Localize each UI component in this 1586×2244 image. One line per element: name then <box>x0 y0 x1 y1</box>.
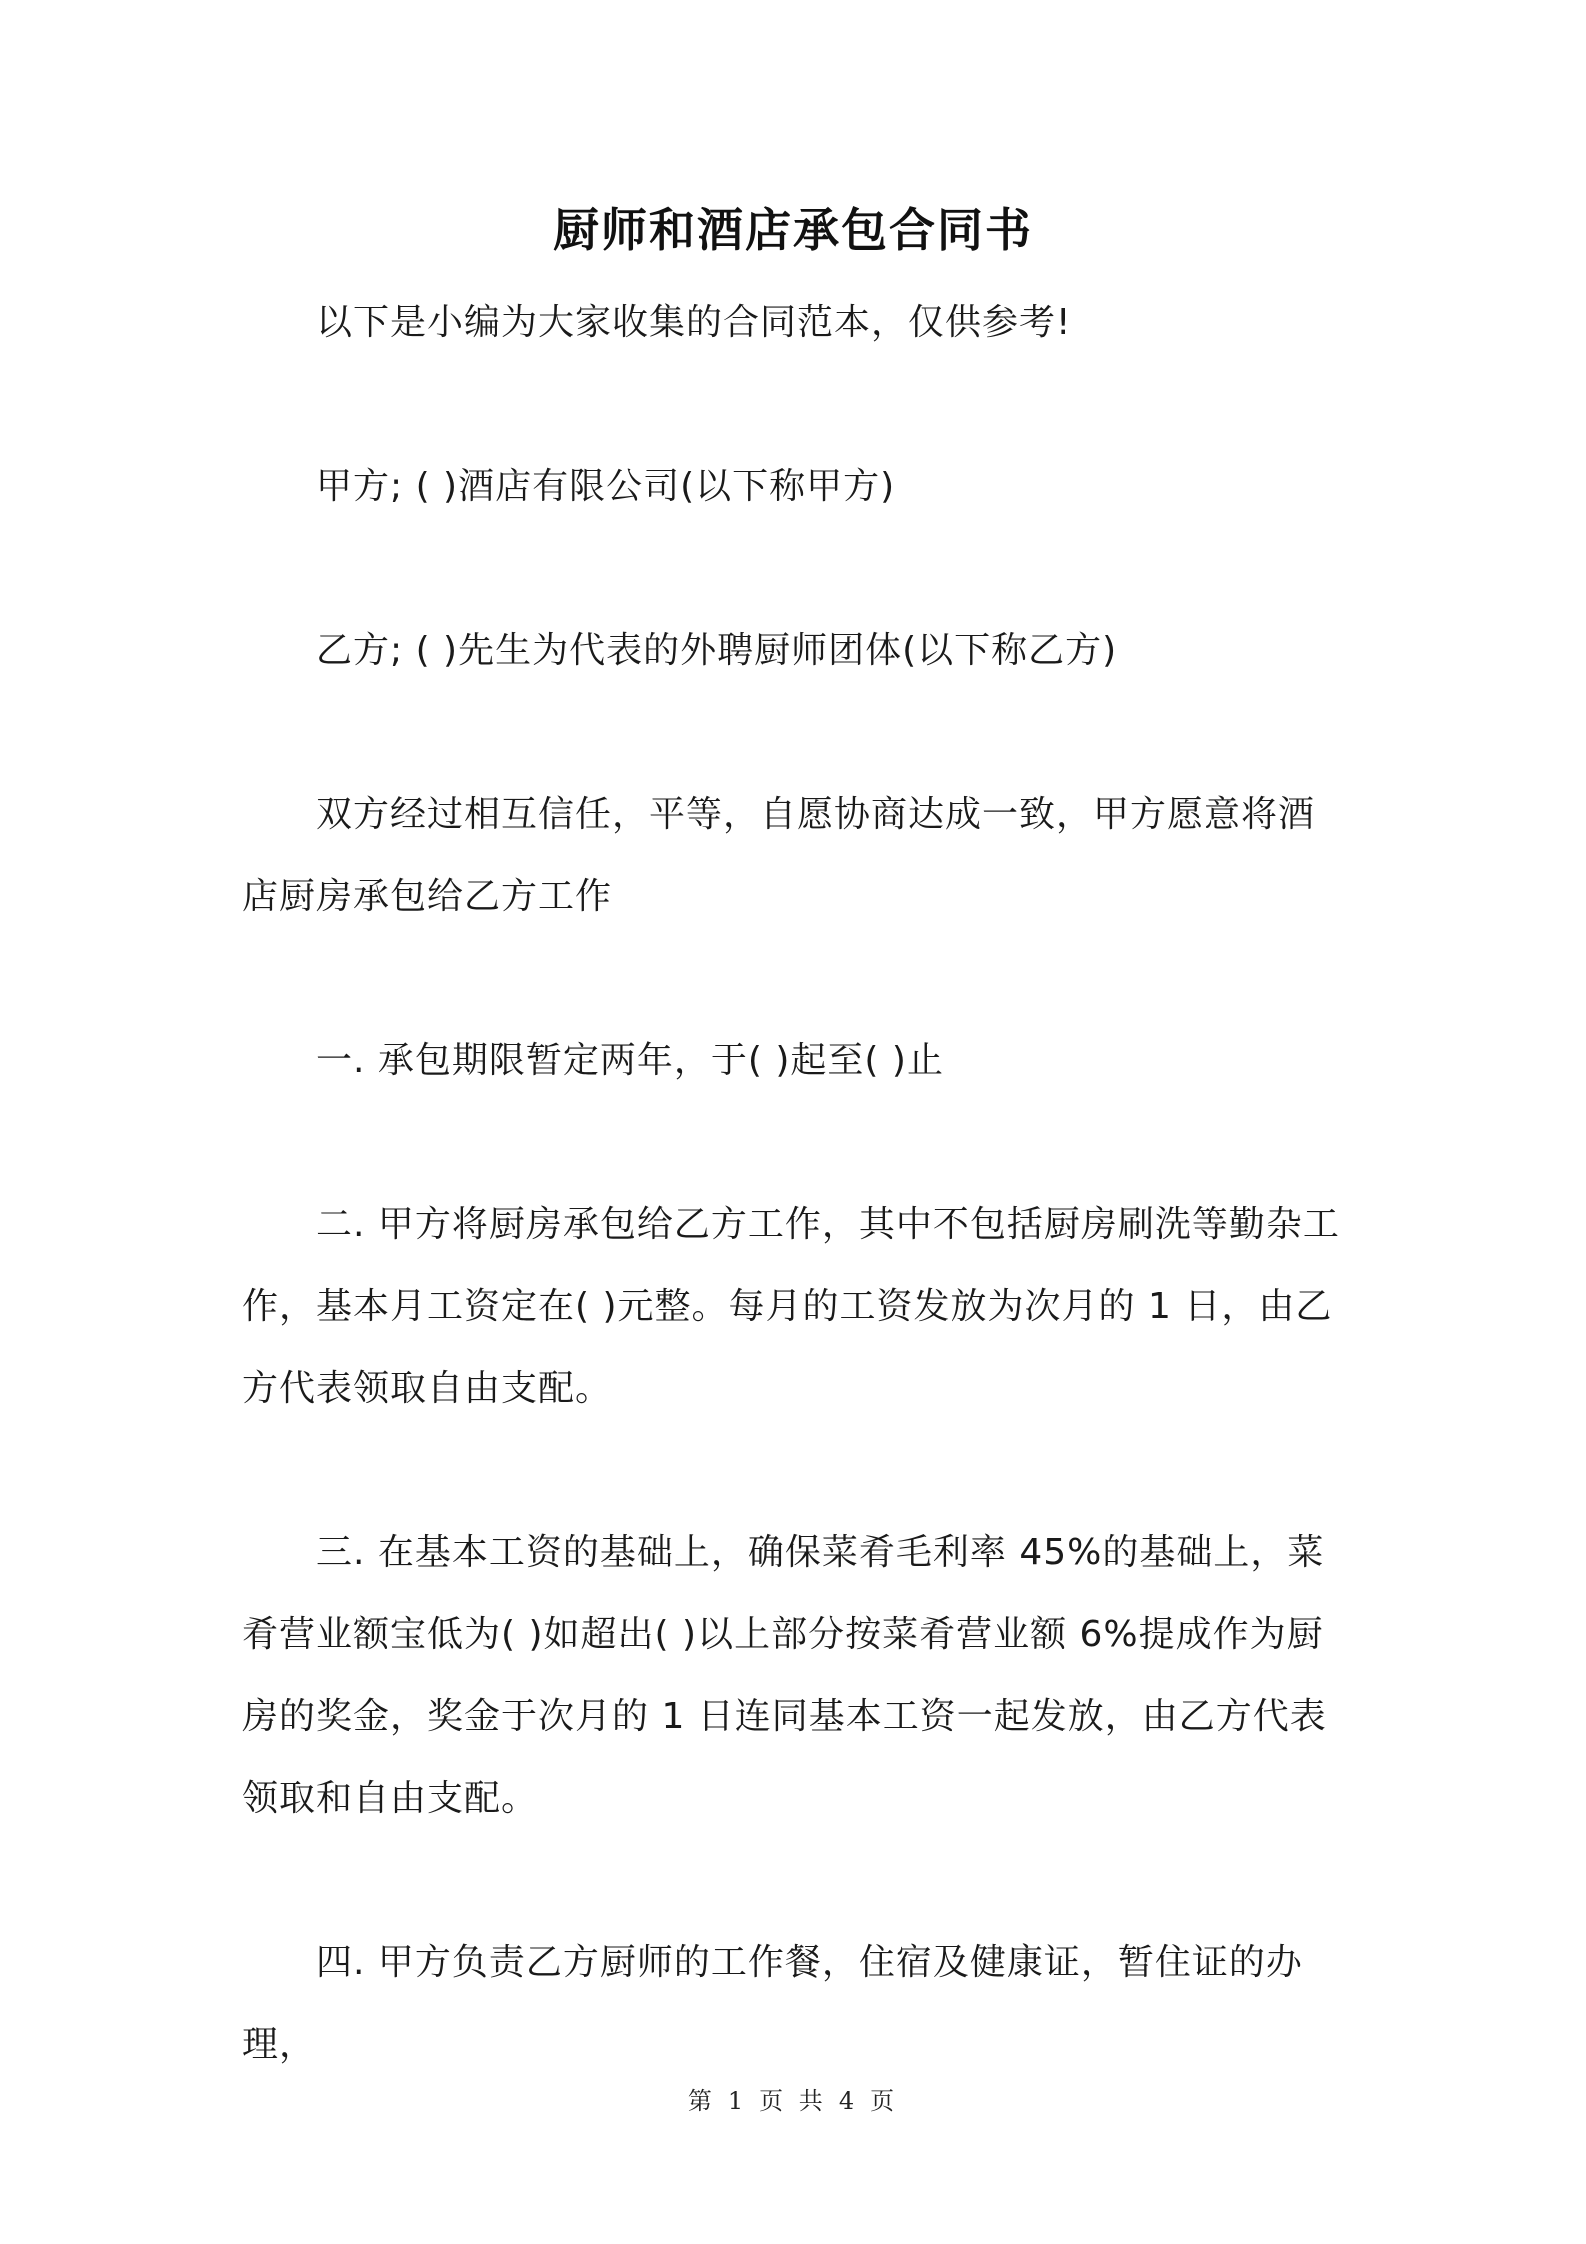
footer-middle: 页 共 <box>759 2087 827 2115</box>
total-pages-number: 4 <box>838 2087 859 2115</box>
footer-suffix: 页 <box>870 2087 899 2115</box>
document-title: 厨师和酒店承包合同书 <box>553 203 1033 257</box>
agreement-paragraph: 双方经过相互信任，平等，自愿协商达成一致，甲方愿意将酒店厨房承包给乙方工作 <box>242 794 1316 917</box>
clause-1-paragraph: 一. 承包期限暂定两年，于( )起至( )止 <box>316 1040 944 1081</box>
clause-3-paragraph: 三. 在基本工资的基础上，确保菜肴毛利率 45%的基础上，菜肴营业额宝低为( )如超出( )以上部分按菜肴营业额 6%提成作为厨房的奖金，奖金于次月的 1 日连同基本工资一起发放，由乙方代表领取和自由支配。 <box>242 1532 1327 1819</box>
clause-4-paragraph: 四. 甲方负责乙方厨师的工作餐，住宿及健康证，暂住证的办理， <box>242 1942 1303 2065</box>
current-page-number: 1 <box>727 2087 748 2115</box>
page-footer <box>0 2086 1586 2116</box>
party-b-paragraph: 乙方; ( )先生为代表的外聘厨师团体(以下称乙方) <box>316 630 1118 671</box>
party-a-paragraph: 甲方; ( )酒店有限公司(以下称甲方) <box>316 466 896 507</box>
clause-2-paragraph: 二. 甲方将厨房承包给乙方工作，其中不包括厨房刷洗等勤杂工作，基本月工资定在( )元整。每月的工资发放为次月的 1 日，由乙方代表领取自由支配。 <box>242 1204 1340 1409</box>
footer-prefix: 第 <box>687 2087 716 2115</box>
intro-paragraph: 以下是小编为大家收集的合同范本，仅供参考! <box>316 302 1072 343</box>
